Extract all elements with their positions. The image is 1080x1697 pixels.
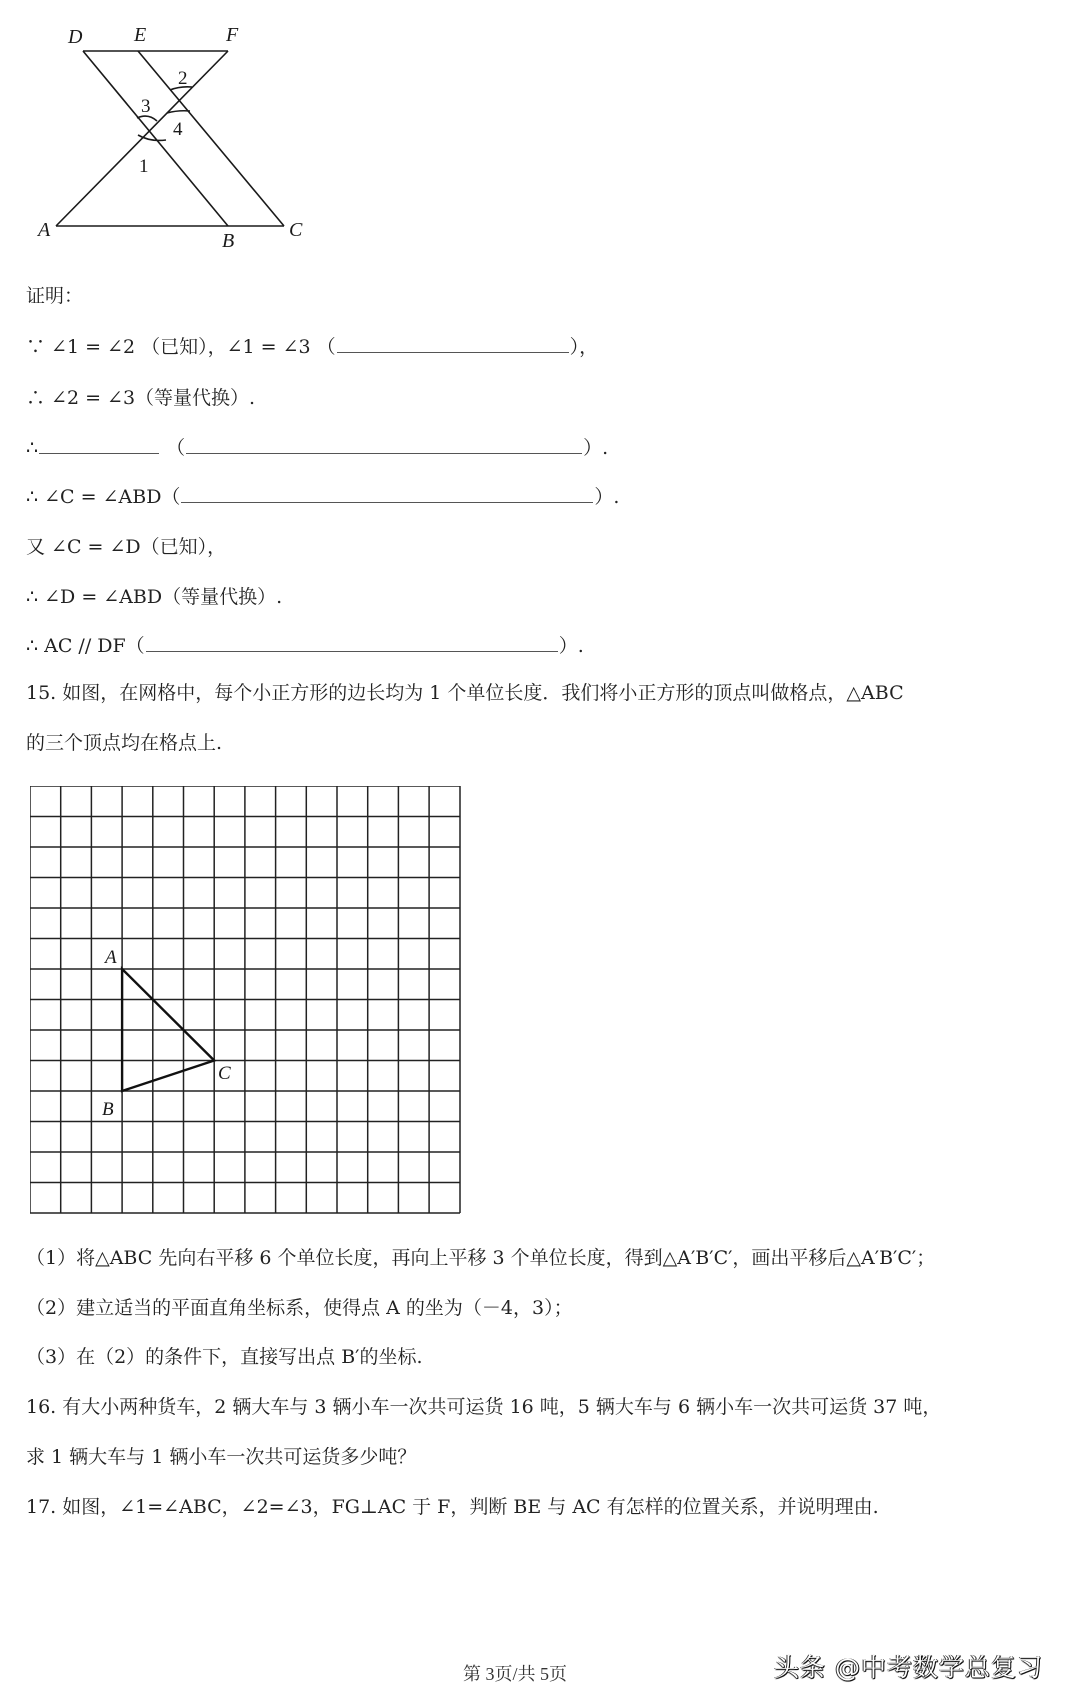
label-angle-4: 4 [173,119,183,140]
proof-line-3-end: ）. [583,437,609,459]
q16-line-1: 16. 有大小两种货车，2 辆大车与 3 辆小车一次共可运货 16 吨，5 辆大车与 6 辆小车一次共可运货 37 吨， [26,1396,942,1418]
answer-blank-2[interactable] [39,433,159,454]
proof-line-2: ∴ ∠2 = ∠3（等量代换）. [26,387,256,409]
label-angle-3: 3 [141,96,151,117]
label-b: B [222,230,235,252]
proof-heading: 证明： [26,285,84,307]
watermark: 头条 @中考数学总复习 [774,1653,1043,1682]
label-f: F [226,24,239,46]
label-c: C [289,219,303,241]
proof-line-1 [26,332,598,362]
grid-figure [30,786,462,1216]
grid-label-b: B [102,1099,114,1120]
answer-blank-4[interactable] [181,482,593,503]
proof-line-4-text: ∴ ∠C = ∠ABD（ [26,486,181,508]
label-e: E [134,24,147,46]
angle-1-arc [138,135,166,140]
q15-sub-3: （3）在（2）的条件下，直接写出点 B′的坐标. [26,1346,423,1368]
q15-line-1: 15. 如图，在网格中，每个小正方形的边长均为 1 个单位长度．我们将小正方形的顶点叫做格点，△ABC [26,682,904,704]
answer-blank-1[interactable] [337,332,569,353]
proof-line-1-text: ∵ ∠1 = ∠2 （已知），∠1 = ∠3 （ [26,336,336,358]
proof-line-5: 又 ∠C = ∠D（已知）， [26,536,227,558]
angle-4-arc [167,111,190,113]
proof-line-4 [26,482,619,512]
answer-blank-3[interactable] [186,433,582,454]
segment-ec [138,51,284,226]
proof-line-1-end: ）， [569,336,599,358]
q16-line-2: 求 1 辆大车与 1 辆小车一次共可运货多少吨？ [26,1446,417,1468]
proof-line-7 [26,631,584,661]
proof-line-3 [26,433,608,463]
q15-sub-1: （1）将△ABC 先向右平移 6 个单位长度，再向上平移 3 个单位长度，得到△A′B′C′，画出平移后△A′B′C′； [26,1247,936,1269]
geometry-figure-parallel-lines [0,0,320,255]
proof-line-3-therefore: ∴ [26,437,39,459]
page-number: 第 3页/共 5页 [463,1664,568,1684]
label-a: A [38,219,51,241]
proof-line-7-end: ）. [558,635,584,657]
proof-line-3-paren: （ [166,437,186,459]
answer-blank-5[interactable] [146,631,558,652]
q17-line-1: 17. 如图，∠1=∠ABC，∠2=∠3，FG⊥AC 于 F，判断 BE 与 AC 有怎样的位置关系，并说明理由. [26,1496,879,1518]
proof-line-7-text: ∴ AC // DF（ [26,635,145,657]
grid-label-c: C [218,1063,231,1084]
segment-af [56,51,228,226]
proof-line-4-end: ）. [594,486,620,508]
grid-label-a: A [105,947,117,968]
q15-sub-2: （2）建立适当的平面直角坐标系，使得点 A 的坐为（－4，3）； [26,1297,573,1319]
proof-line-6: ∴ ∠D = ∠ABD（等量代换）. [26,586,283,608]
segment-db [83,51,228,226]
q15-line-2: 的三个顶点均在格点上. [26,732,223,754]
label-d: D [68,26,83,48]
label-angle-2: 2 [178,68,188,89]
label-angle-1: 1 [139,156,149,177]
